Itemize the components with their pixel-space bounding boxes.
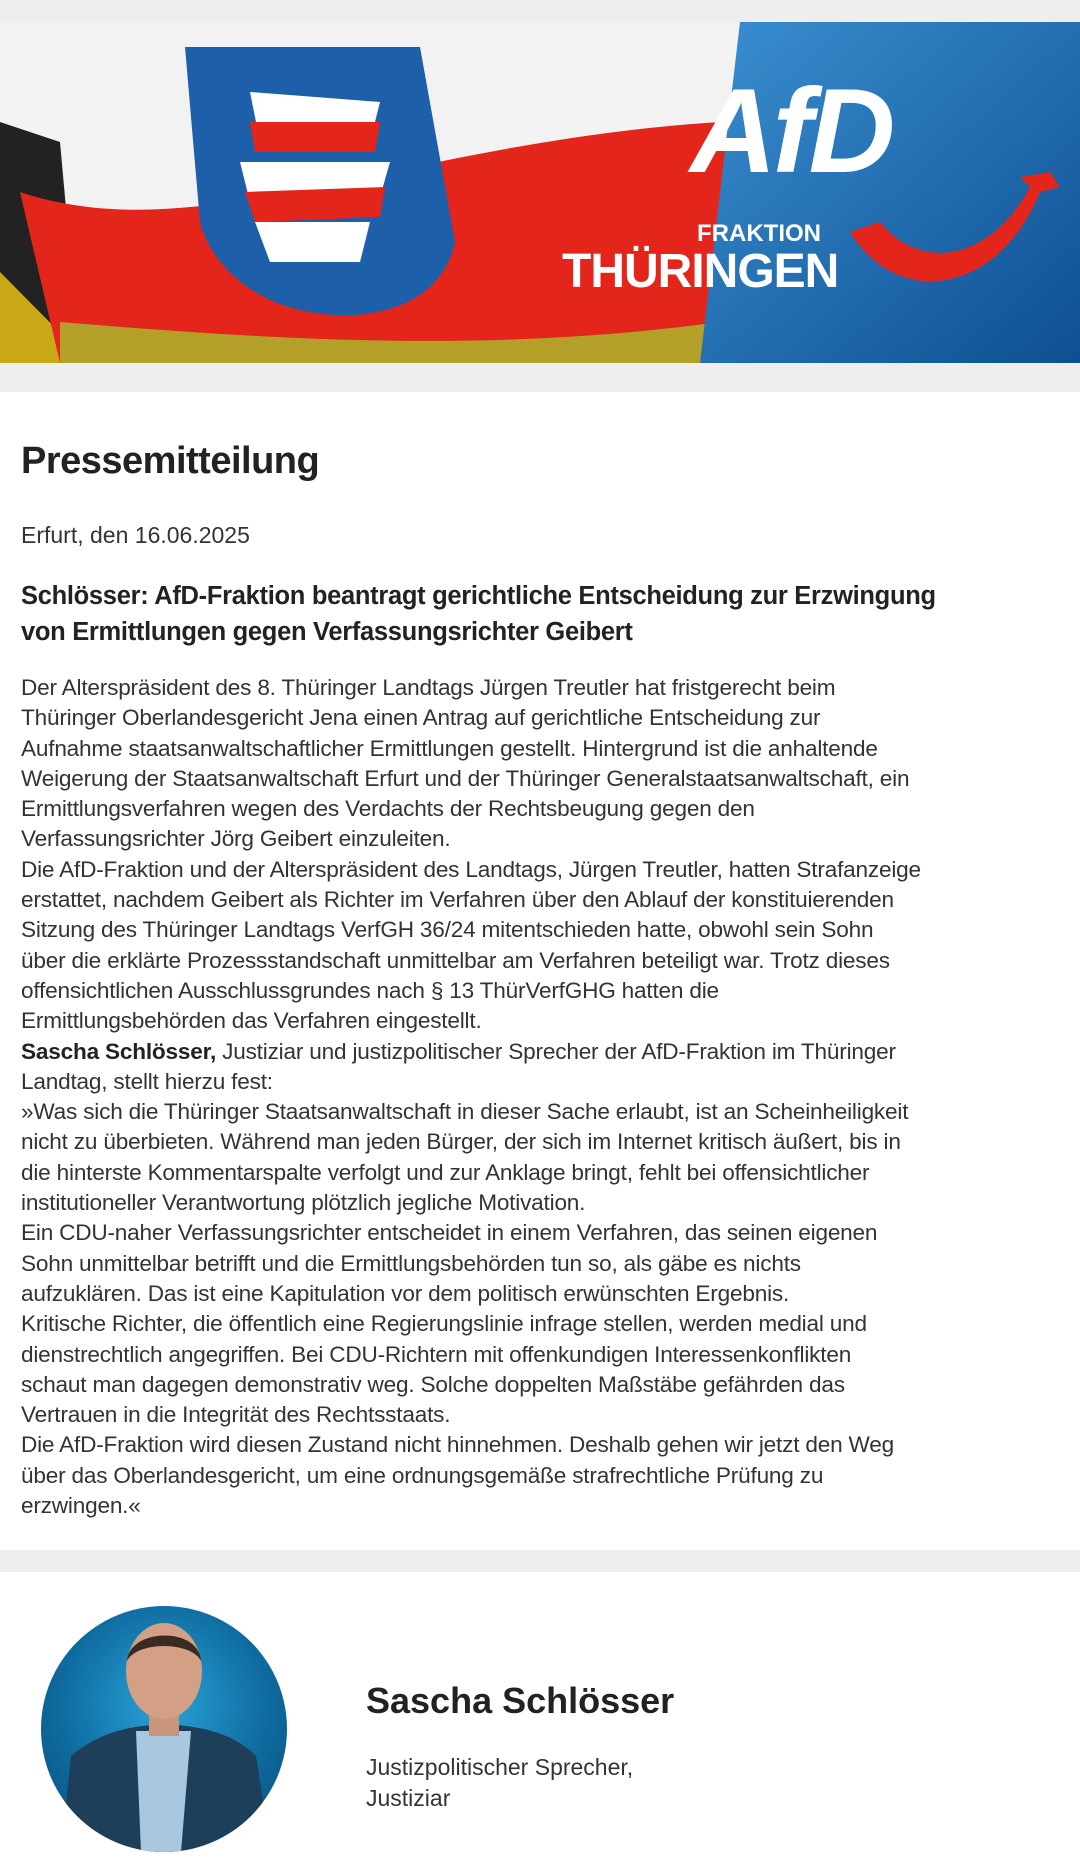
body-line: Die AfD-Fraktion und der Alterspräsident des Landtags, Jürgen Treutler, hatten Strafanzeige — [21, 856, 921, 882]
body-line: Sitzung des Thüringer Landtags VerfGH 36/24 mitentschieden hatte, obwohl sein Sohn — [21, 917, 874, 943]
body-line: Thüringer Oberlandesgericht Jena einen Antrag auf gerichtliche Entscheidung zur — [21, 705, 821, 731]
role-line: Justizpolitischer Sprecher, — [366, 1754, 634, 1780]
person-photo — [41, 1606, 287, 1852]
body-line: Der Alterspräsident des 8. Thüringer Landtags Jürgen Treutler hat fristgerecht beim — [21, 675, 836, 700]
body-line: Kritische Richter, die öffentlich eine Regierungslinie infrage stellen, werden medial und — [21, 1311, 867, 1337]
speaker-title: Justiziar und justizpolitischer Sprecher der AfD-Fraktion im Thüringer — [216, 1038, 896, 1064]
body-line: dienstrechtlich angegriffen. Bei CDU-Richtern mit offenkundigen Interessenkonflikten — [21, 1341, 852, 1367]
flag-background — [0, 22, 1080, 363]
body-line: erstattet, nachdem Geibert als Richter im Verfahren über den Ablauf der konstituierenden — [21, 887, 894, 913]
body-line: über die erklärte Prozessstandschaft unmittelbar am Verfahren beteiligt war. Trotz dieses — [21, 947, 890, 973]
body-line: über das Oberlandesgericht, um eine ordnungsgemäße strafrechtliche Prüfung zu — [21, 1462, 824, 1488]
article-body — [21, 673, 921, 1521]
banner-divider — [0, 363, 1080, 392]
body-line: erzwingen.« — [21, 1493, 141, 1519]
body-line: Ermittlungsbehörden das Verfahren eingestellt. — [21, 1008, 482, 1034]
body-line: schaut man dagegen demonstrativ weg. Solche doppelten Maßstäbe gefährden das — [21, 1371, 845, 1397]
logo-fraktion: FRAKTION — [697, 220, 821, 247]
body-line: Sohn unmittelbar betrifft und die Ermittlungsbehörden tun so, als gäbe es nichts — [21, 1250, 801, 1276]
contact-role — [366, 1752, 633, 1814]
headline-line: von Ermittlungen gegen Verfassungsrichter Geibert — [21, 618, 633, 646]
dateline: Erfurt, den 16.06.2025 — [21, 522, 250, 548]
article-headline — [21, 578, 936, 650]
body-line: Vertrauen in die Integrität des Rechtsstaats. — [21, 1402, 451, 1428]
body-line: »Was sich die Thüringer Staatsanwaltschaft in dieser Sache erlaubt, ist an Scheinheiligkeit — [21, 1099, 909, 1125]
header-banner — [0, 22, 1080, 363]
body-line: Ermittlungsverfahren wegen des Verdachts der Rechtsbeugung gegen den — [21, 796, 755, 822]
body-line: aufzuklären. Das ist eine Kapitulation vor dem politisch erwünschten Ergebnis. — [21, 1280, 790, 1306]
speaker-line-2: Landtag, stellt hierzu fest: — [21, 1068, 273, 1094]
logo-thueringen: THÜRINGEN — [562, 245, 839, 298]
body-line: Ein CDU-naher Verfassungsrichter entscheidet in einem Verfahren, das seinen eigenen — [21, 1220, 878, 1246]
headline-line: Schlösser: AfD-Fraktion beantragt gerichtliche Entscheidung zur Erzwingung — [21, 582, 936, 610]
page-title: Pressemitteilung — [21, 440, 320, 482]
body-line: nicht zu überbieten. Während man jeden Bürger, der sich im Internet kritisch äußert, bis in — [21, 1129, 901, 1155]
body-line: Die AfD-Fraktion wird diesen Zustand nicht hinnehmen. Deshalb gehen wir jetzt den Weg — [21, 1432, 894, 1458]
body-line: institutioneller Verantwortung plötzlich jegliche Motivation. — [21, 1190, 586, 1216]
speaker-line — [21, 1037, 921, 1067]
body-line: die hinterste Kommentarspalte verfolgt und zur Anklage bringt, fehlt bei offensichtlicher — [21, 1159, 870, 1185]
body-line: Verfassungsrichter Jörg Geibert einzuleiten. — [21, 826, 451, 852]
body-line: Weigerung der Staatsanwaltschaft Erfurt und der Thüringer Generalstaatsanwaltschaft, ein — [21, 765, 910, 791]
avatar — [41, 1606, 287, 1852]
logo-afd: AfD — [690, 64, 892, 198]
contact-name: Sascha Schlösser — [366, 1680, 675, 1721]
top-spacer — [0, 0, 1080, 22]
role-line: Justiziar — [366, 1785, 451, 1811]
section-divider — [0, 1550, 1080, 1572]
speaker-name: Sascha Schlösser, — [21, 1038, 217, 1064]
body-line: Aufnahme staatsanwaltschaftlicher Ermittlungen gestellt. Hintergrund ist die anhaltende — [21, 735, 878, 761]
body-line: offensichtlichen Ausschlussgrundes nach § 13 ThürVerfGHG hatten die — [21, 977, 719, 1003]
